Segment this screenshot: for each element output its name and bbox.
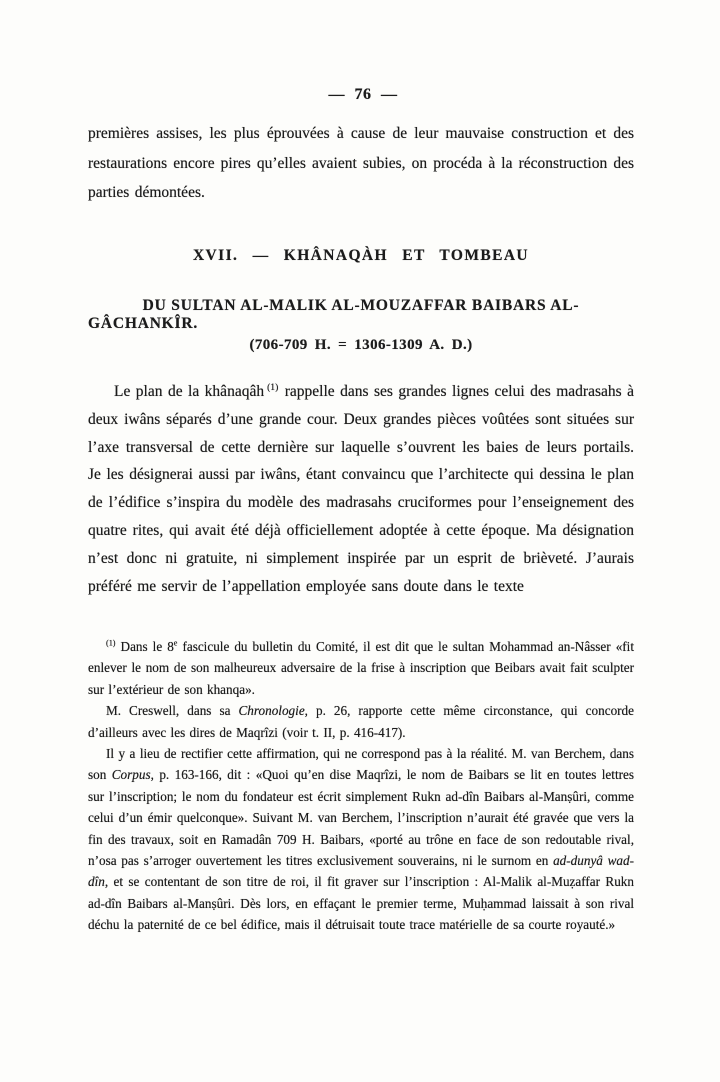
footnote-p3-text-end: , et se contentant de son titre de roi, il fit graver sur l’inscription : Al-Malik al-Muẓaffar Rukn ad-dîn Baibars al-Manṣûri. Dès lors, en effaçant le premier terme, Muḥammad laissait à son rival déchu la paternité de ce bel édifice, mais il détruisait toute trace matérielle de sa courte royauté.»	[88, 874, 634, 933]
footnote-p2-text-continued: , p. 26, rapporte cette même circonstance, qui concorde d’ailleurs avec les dires de Maqrîzi (voir t. II, p. 416-417).	[88, 703, 635, 740]
body-paragraph	[88, 378, 634, 600]
intro-paragraph: premières assises, les plus éprouvées à cause de leur mauvaise construction et des restaurations encore pires qu’elles avaient subies, on procéda à la réconstruction des parties démontées.	[88, 125, 634, 201]
section-heading-line1: XVII. — KHÂNAQÀH ET TOMBEAU	[192, 247, 530, 264]
footnote-marker: (1)	[106, 638, 116, 648]
book-title-chronologie: Chronologie	[238, 703, 305, 719]
section-heading-dates: (706-709 H. = 1306-1309 A. D.)	[249, 337, 473, 353]
section-heading-line2: DU SULTAN AL-MALIK AL-MOUZAFFAR BAIBARS AL-GÂCHANKÎR.	[88, 297, 580, 332]
footnote-p1-text-continued: fascicule du bulletin du Comité, il est dit que le sultan Mohammad an-Nâsser «fit enlever le nom de son malheureux adversaire de la frise à inscription que Beibars avait fait sculpter sur l’extérieur de son khanqa».	[88, 639, 635, 697]
footnote-reference: (1)	[267, 381, 279, 393]
footnote-p2-text: M. Creswell, dans sa	[106, 703, 239, 719]
ordinal-superscript: e	[173, 638, 178, 648]
footnote-p3-text-middle: , p. 163-166, dit : «Quoi qu’en dise Maqrîzi, le nom de Baibars se lit en toutes lettres sur l’inscription; le nom du fondateur est écrit simplement Rukn ad-dîn Baibars al-Manṣûri, comme celui d’un émir quelconque». Suivant M. van Berchem, l’inscription n’aurait été gravée que vers la fin des travaux, soit en Ramadân 709 H. Baibars, «porté au trône en face de son redoutable rival, n’osa pas s’arroger ouvertement les titres exclusivement souverains, ni le surnom en	[88, 767, 634, 869]
footnote-paragraph-3	[88, 743, 634, 936]
footnote-p1-text: Dans le 8	[115, 639, 174, 654]
page-number: — 76 —	[328, 86, 398, 103]
footnote-block	[88, 636, 634, 936]
footnote-paragraph-2	[88, 700, 634, 743]
body-lead-text: Le plan de la khânaqâh	[114, 383, 265, 400]
book-title-corpus: Corpus	[111, 767, 151, 783]
footnote-p3-text: Il y a lieu de rectifier cette affirmation, qui ne correspond pas à la réalité. M. van Berchem, dans son	[88, 746, 634, 783]
footnote-paragraph-1	[88, 636, 634, 700]
body-rest-text: rappelle dans ses grandes lignes celui des madrasahs à deux iwâns séparés d’une grande cour. Deux grandes pièces voûtées sont situées sur l’axe transversal de cette dernière sur laquelle s’ouvrent les baies de leurs portails. Je les désignerai aussi par iwâns, étant convaincu que l’architecte qui dessina le plan de l’édifice s’inspira du modèle des madrasahs cruciformes pour l’enseignement des quatre rites, qui avait été déjà officiellement adoptée à cette époque. Ma désignation n’est donc ni gratuite, ni simplement inspirée par un esprit de brièveté. J’aurais préféré me servir de l’appellation employée sans doute dans le texte	[88, 383, 634, 595]
arabic-term-italic: ad-dunyâ wad-dîn	[88, 853, 634, 890]
